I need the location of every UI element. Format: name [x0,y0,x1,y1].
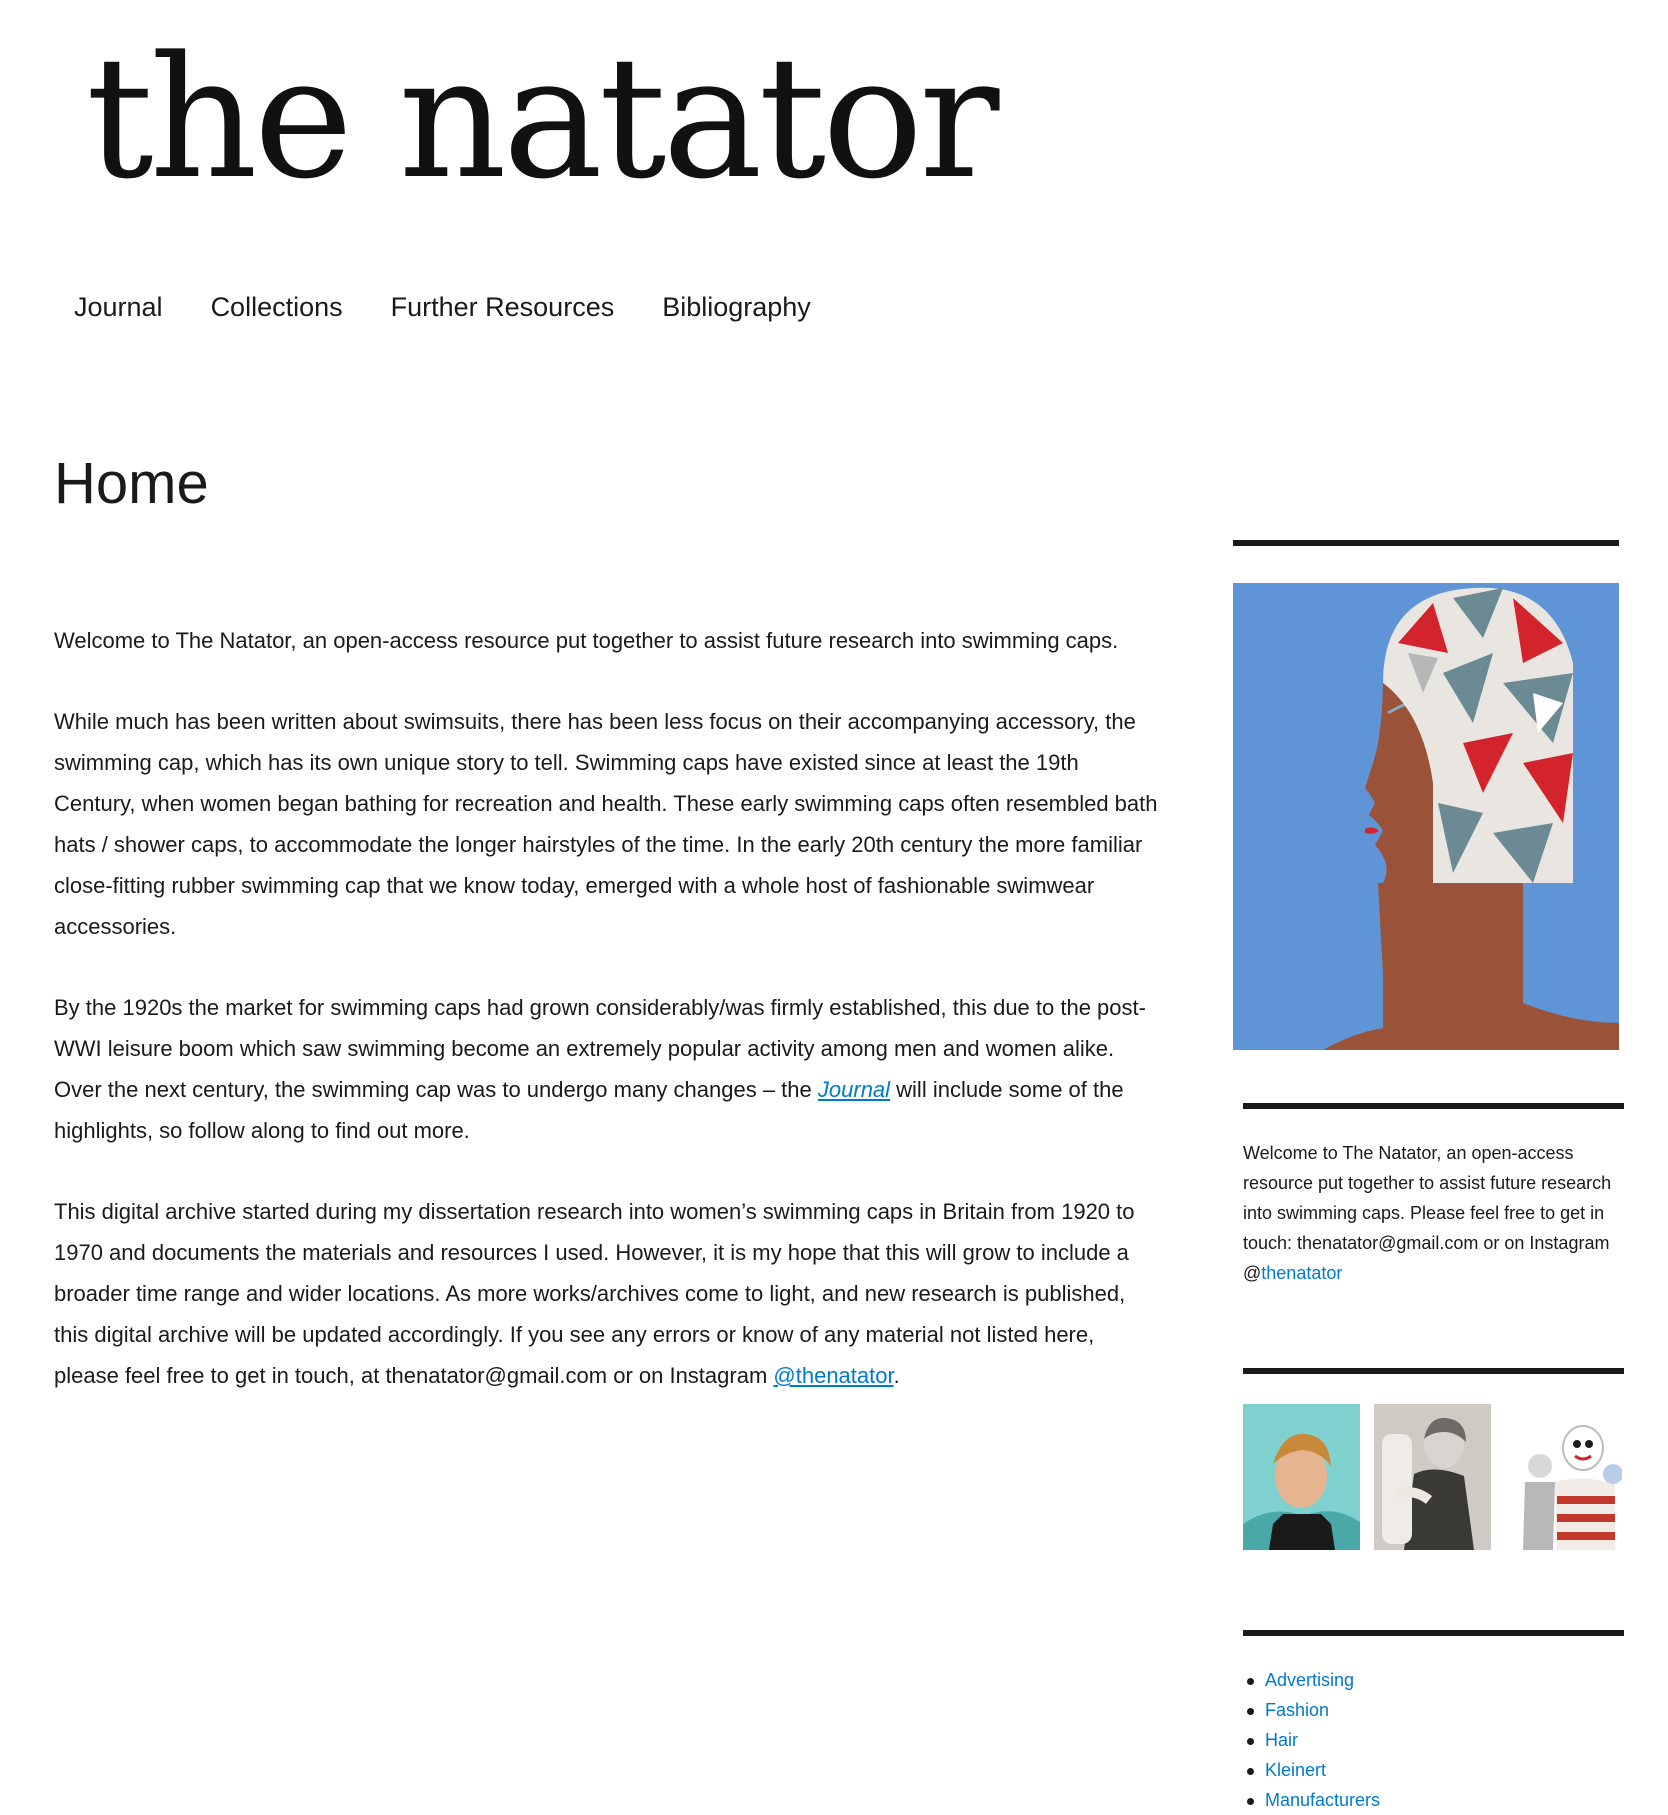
category-link-hair[interactable]: Hair [1265,1730,1299,1750]
archive-text-end: . [893,1363,900,1388]
category-item [1265,1695,1380,1725]
intro-paragraph: Welcome to The Natator, an open-access resource put together to assist future research into swimming caps. [54,628,1119,653]
page-title: Home [54,451,209,516]
category-link-fashion[interactable]: Fashion [1265,1700,1330,1720]
category-item [1265,1785,1380,1815]
category-link-manufacturers[interactable]: Manufacturers [1265,1790,1381,1810]
hero-illustration-swimming-cap [1233,583,1619,1050]
gallery-thumb-2[interactable] [1374,1404,1491,1550]
category-link-advertising[interactable]: Advertising [1265,1670,1355,1690]
nav-item-bibliography[interactable]: Bibliography [662,292,811,322]
history-paragraph: While much has been written about swimsuits, there has been less focus on their accompanying accessory, the swimming cap, which has its own unique story to tell. Swimming caps have existed since at least the 19th Century, when women began bathing for recreation and health. These early swimming caps often resembled bath hats / shower caps, to accommodate the longer hairstyles of the time. In the early 20th century the more familiar close-fitting rubber swimming cap that we know today, emerged with a whole host of fashionable swimwear accessories. [54,709,1158,939]
market-paragraph [54,987,1164,1151]
archive-text-start: This digital archive started during my dissertation research into women’s swimming caps in Britain from 1920 to 1970 and documents the materials and resources I used. However, it is my hope that this will grow to include a broader time range and wider locations. As more works/archives come to light, and new research is published, this digital archive will be updated accordingly. If you see any errors or know of any material not listed here, please feel free to get in touch, at thenatator@gmail.com or on Instagram [54,1199,1135,1388]
archive-paragraph [54,1191,1164,1396]
sidebar-about-text: Welcome to The Natator, an open-access resource put together to assist future research into swimming caps. Please feel free to get in touch: thenatator@gmail.com or on Instagram @ [1243,1143,1612,1283]
sidebar-about [1243,1138,1628,1288]
main-content [54,620,1164,1436]
journal-link[interactable]: Journal [817,1077,891,1102]
sidebar-instagram-link[interactable]: thenatator [1261,1263,1343,1283]
gallery-thumb-1[interactable] [1243,1404,1360,1550]
market-text-start: By the 1920s the market for swimming caps had grown considerably/was firmly established, this due to the post-WWI leisure boom which saw swimming become an extremely popular activity among men and women alike. Over the next century, the swimming cap was to undergo many changes – the [54,995,1146,1102]
category-list [1243,1665,1380,1815]
category-item [1265,1755,1380,1785]
nav-item-journal[interactable]: Journal [74,292,163,322]
instagram-link[interactable]: @thenatator [773,1363,894,1388]
sidebar-divider-2 [1243,1103,1624,1109]
sidebar-divider-4 [1243,1630,1624,1636]
sidebar-divider-3 [1243,1368,1624,1374]
instagram-gallery [1243,1404,1623,1550]
category-item [1265,1725,1380,1755]
market-text-end: will include some of the highlights, so follow along to find out more. [54,1077,1124,1143]
primary-nav [74,292,811,323]
gallery-thumb-3[interactable] [1505,1404,1622,1550]
site-logo[interactable]: the natator [86,20,996,216]
nav-item-collections[interactable]: Collections [210,292,343,322]
category-item [1265,1665,1380,1695]
sidebar-divider-1 [1233,540,1619,546]
nav-item-further-resources[interactable]: Further Resources [390,292,615,322]
category-link-kleinert[interactable]: Kleinert [1265,1760,1327,1780]
